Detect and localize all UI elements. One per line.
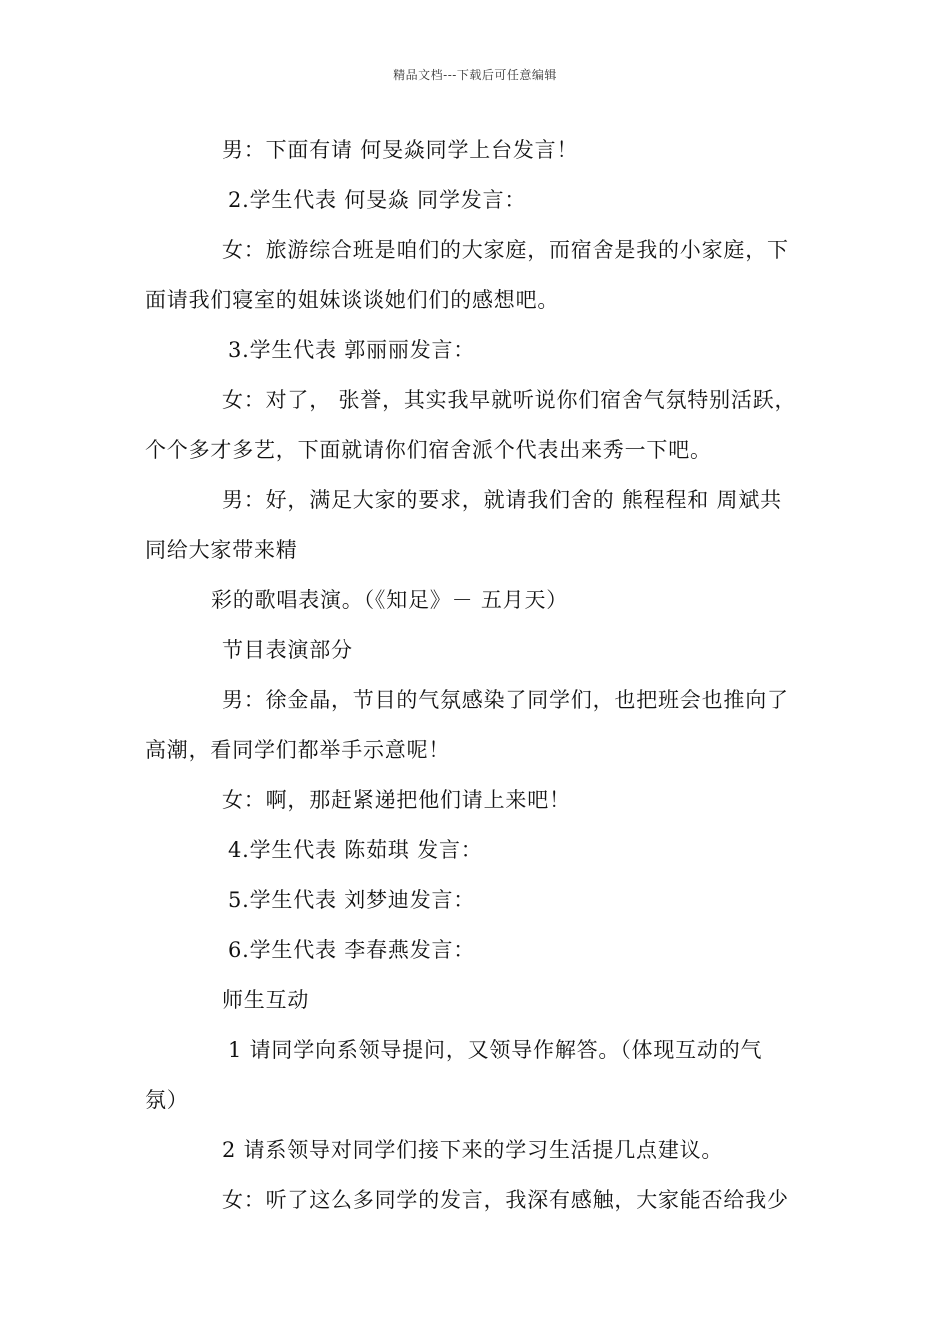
page-header: 精品文档---下载后可任意编辑 bbox=[393, 68, 557, 82]
text-line: 4.学生代表 陈茹琪 发言： bbox=[228, 838, 483, 862]
text-line: 氛） bbox=[145, 1088, 189, 1112]
text-line: 1 请同学向系领导提问，又领导作解答。（体现互动的气 bbox=[228, 1038, 763, 1062]
text-line: 女：旅游综合班是咱们的大家庭，而宿舍是我的小家庭，下 bbox=[222, 238, 789, 262]
text-line: 同给大家带来精 bbox=[145, 538, 298, 562]
text-line: 2.学生代表 何旻焱 同学发言： bbox=[228, 188, 527, 212]
text-line: 女：听了这么多同学的发言，我深有感触，大家能否给我少 bbox=[222, 1188, 789, 1212]
text-line: 男：徐金晶，节目的气氛感染了同学们，也把班会也推向了 bbox=[222, 688, 789, 712]
text-line: 彩的歌唱表演。（《知足》－ 五月天） bbox=[211, 588, 569, 612]
text-line: 男：下面有请 何旻焱同学上台发言！ bbox=[222, 138, 579, 162]
text-line: 2 请系领导对同学们接下来的学习生活提几点建议。 bbox=[222, 1138, 724, 1162]
text-line: 面请我们寝室的姐妹谈谈她们们的感想吧。 bbox=[145, 288, 560, 312]
text-line: 6.学生代表 李春燕发言： bbox=[228, 938, 476, 962]
text-line: 个个多才多艺，下面就请你们宿舍派个代表出来秀一下吧。 bbox=[145, 438, 712, 462]
text-line: 女：啊，那赶紧递把他们请上来吧！ bbox=[222, 788, 571, 812]
text-line: 5.学生代表 刘梦迪发言： bbox=[228, 888, 476, 912]
text-line: 男：好，满足大家的要求，就请我们舍的 熊程程和 周斌共 bbox=[222, 488, 782, 512]
section-heading: 师生互动 bbox=[222, 988, 310, 1012]
text-line: 女：对了， 张誉，其实我早就听说你们宿舍气氛特别活跃， bbox=[222, 388, 797, 412]
text-line: 高潮，看同学们都举手示意呢！ bbox=[145, 738, 451, 762]
text-line: 3.学生代表 郭丽丽发言： bbox=[228, 338, 476, 362]
section-heading: 节目表演部分 bbox=[222, 638, 353, 662]
